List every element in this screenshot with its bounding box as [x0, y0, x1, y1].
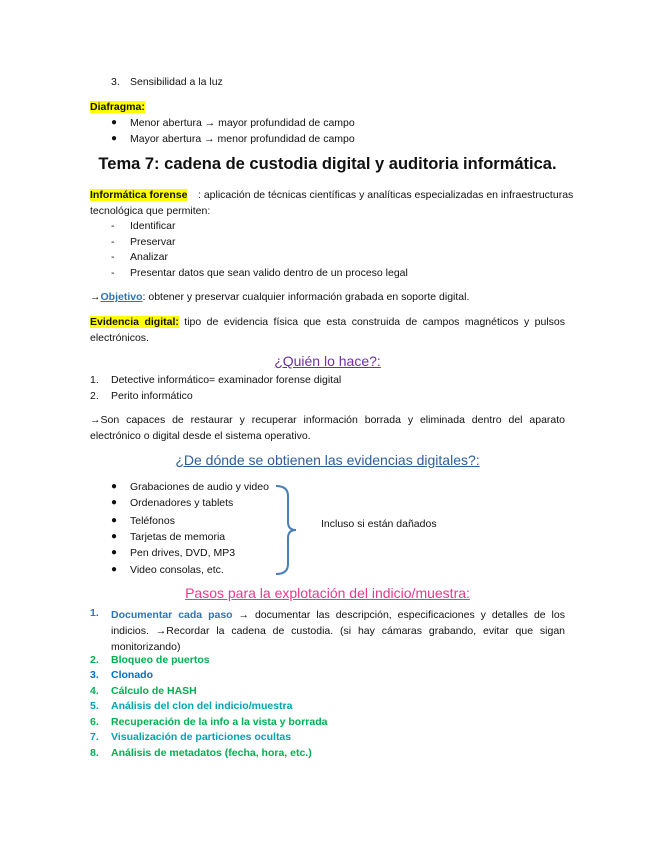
arrow-icon: →	[90, 291, 101, 303]
list-number: 1.	[90, 374, 99, 386]
quien-item: Perito informático	[111, 390, 193, 402]
dash-icon: -	[111, 236, 115, 248]
objetivo-text: : obtener y preservar cualquier información grabada en soporte digital.	[142, 291, 470, 303]
list-number: 8.	[90, 747, 99, 759]
step1-text: → documentar las descripción, especificaciones y detalles de los indicios. →Recordar la cadena de custodia. (si hay cámaras grabando, evitar que sigan monitorizando)	[111, 609, 565, 653]
diafragma-item: Menor abertura → mayor profundidad de campo	[130, 117, 355, 129]
bullet-icon: ●	[111, 531, 118, 542]
forense-item: Identificar	[130, 220, 176, 232]
forense-item: Presentar datos que sean valido dentro de un proceso legal	[130, 267, 408, 279]
donde-item: Pen drives, DVD, MP3	[130, 547, 236, 559]
objetivo-term: Objetivo	[100, 291, 143, 303]
donde-heading: ¿De dónde se obtienen las evidencias digitales?:	[175, 452, 480, 468]
forense-item: Preservar	[130, 236, 176, 248]
step-item: Análisis del clon del indicio/muestra	[111, 700, 293, 712]
bullet-icon: ●	[111, 117, 118, 128]
list-number: 6.	[90, 716, 99, 728]
list-number: 1.	[90, 607, 99, 619]
evidencia-paragraph	[90, 314, 565, 346]
list-number: 3.	[111, 76, 120, 88]
step-item: Clonado	[111, 669, 153, 681]
step-item: Recuperación de la info a la vista y borrada	[111, 716, 328, 728]
list-number: 2.	[90, 390, 99, 402]
donde-item: Ordenadores y tablets	[130, 497, 234, 509]
forense-term: Informática forense	[90, 189, 188, 201]
list-number: 7.	[90, 731, 99, 743]
donde-item: Video consolas, etc.	[130, 564, 224, 576]
page-title: Tema 7: cadena de custodia digital y auditoria informática.	[98, 155, 557, 173]
quien-note: →Son capaces de restaurar y recuperar información borrada y eliminada dentro del aparato electrónico o digital desde el sistema operativo.	[90, 414, 565, 442]
bullet-icon: ●	[111, 564, 118, 575]
list-item-text: Sensibilidad a la luz	[130, 76, 223, 88]
bullet-icon: ●	[111, 547, 118, 558]
bullet-icon: ●	[111, 515, 118, 526]
dash-icon: -	[111, 267, 115, 279]
step-item: Bloqueo de puertos	[111, 654, 210, 666]
dash-icon: -	[111, 220, 115, 232]
step-item: Visualización de particiones ocultas	[111, 731, 292, 743]
donde-item: Teléfonos	[130, 515, 175, 527]
forense-item: Analizar	[130, 251, 168, 263]
brace-note: Incluso si están dañados	[321, 518, 437, 530]
evidencia-text: tipo de evidencia física que esta construida de campos magnéticos y pulsos electrónicos.	[90, 316, 565, 344]
dash-icon: -	[111, 251, 115, 263]
list-number: 5.	[90, 700, 99, 712]
quien-item: Detective informático= examinador forense digital	[111, 374, 342, 386]
bullet-icon: ●	[111, 497, 118, 508]
pasos-heading: Pasos para la explotación del indicio/muestra:	[185, 585, 470, 601]
list-number: 4.	[90, 685, 99, 697]
objetivo-line	[90, 291, 469, 303]
step1-term: Documentar cada paso	[111, 609, 233, 621]
list-number: 2.	[90, 654, 99, 666]
diafragma-item: Mayor abertura → menor profundidad de campo	[130, 133, 355, 145]
evidencia-term: Evidencia digital:	[90, 316, 179, 328]
step-item: Análisis de metadatos (fecha, hora, etc.)	[111, 747, 312, 759]
list-number: 3.	[90, 669, 99, 681]
donde-item: Tarjetas de memoria	[130, 531, 226, 543]
step1-paragraph	[111, 607, 565, 655]
curly-brace-icon	[274, 484, 298, 576]
bullet-icon: ●	[111, 481, 118, 492]
forense-definition-cont: tecnológica que permiten:	[90, 205, 211, 217]
quien-heading: ¿Quién lo hace?:	[274, 353, 381, 369]
step-item: Cálculo de HASH	[111, 685, 197, 697]
diafragma-label: Diafragma:	[90, 101, 145, 113]
bullet-icon: ●	[111, 133, 118, 144]
donde-item: Grabaciones de audio y video	[130, 481, 269, 493]
forense-definition: : aplicación de técnicas científicas y analíticas especializadas en infraestructuras	[198, 189, 574, 201]
